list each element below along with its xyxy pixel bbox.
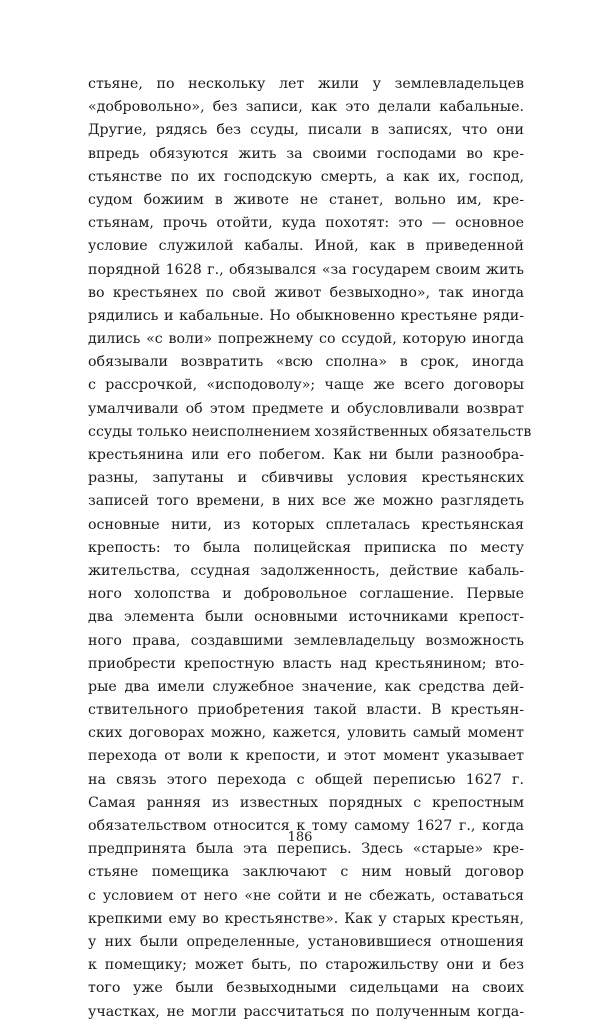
body-text [88, 73, 532, 1024]
text-line: разны, запутаны и сбивчивы условия крестьянских [88, 470, 524, 487]
text-line: перехода от воли к крепости, и этот момент указывает [88, 748, 524, 765]
text-line: судом божиим в животе не станет, вольно им, кре- [88, 191, 524, 208]
text-line: ствительного приобретения такой власти. В крестьян- [88, 702, 524, 719]
text-line: крепость: то была полицейская приписка по месту [88, 539, 524, 556]
text-line: ссуды только неисполнением хозяйственных обязательств [88, 423, 532, 440]
text-line: дились «с воли» попрежнему со ссудой, которую иногда [88, 331, 524, 348]
text-line: Другие, рядясь без ссуды, писали в записях, что они [88, 122, 524, 139]
text-line: у них были определенные, установившиеся отношения [88, 933, 524, 950]
text-line: предпринята была эта перепись. Здесь «старые» кре- [88, 841, 524, 858]
text-line: ного права, создавшими землевладельцу возможность [88, 632, 524, 649]
text-line: условие служилой кабалы. Иной, как в приведенной [88, 238, 524, 255]
text-line: приобрести крепостную власть над крестьянином; вто- [88, 655, 524, 672]
text-line: стьянстве по их господскую смерть, а как их, господ, [88, 168, 524, 185]
text-line: ских договорах можно, кажется, уловить самый момент [88, 725, 524, 742]
text-line: крестьянина или его побегом. Как ни были разнообра- [88, 447, 524, 463]
text-line: порядной 1628 г., обязывался «за государем своим жить [88, 261, 524, 278]
text-line: два элемента были основными источниками крепост- [88, 609, 524, 626]
text-line: ного холопства и добровольное соглашение. Первые [88, 586, 524, 603]
text-line: обязывали возвратить «всю сполна» в срок, иногда [88, 354, 524, 371]
text-line: того уже были безвыходными сидельцами на своих [88, 980, 524, 997]
text-line: записей того времени, в них все же можно разглядеть [88, 493, 524, 510]
text-line: участках, не могли рассчитаться по полученным когда- [88, 1003, 524, 1020]
text-line: рядились и кабальные. Но обыкновенно крестьяне ряди- [88, 307, 524, 324]
text-line: с условием от него «не сойти и не сбежать, оставаться [88, 887, 524, 904]
text-line: обязательством относится к тому самому 1627 г., когда [88, 818, 524, 834]
text-line: к помещику; может быть, по старожильству они и без [88, 957, 524, 974]
text-line: крепкими ему во крестьянстве». Как у старых крестьян, [88, 910, 524, 927]
text-line: основные нити, из которых сплеталась крестьянская [88, 516, 524, 533]
text-line: жительства, ссудная задолженность, действие кабаль- [88, 562, 524, 579]
text-line: стьянам, прочь отойти, куда похотят: это — основное [88, 215, 524, 232]
text-line: рые два имели служебное значение, как средства дей- [88, 678, 524, 695]
text-line: «добровольно», без записи, как это делали кабальные. [88, 99, 524, 116]
text-line: стьяне помещика заключают с ним новый договор [88, 864, 524, 881]
page-number: 186 [287, 830, 313, 845]
text-line: с рассрочкой, «исподоволу»; чаще же всего договоры [88, 377, 524, 394]
text-line: стьяне, по нескольку лет жили у землевладельцев [88, 76, 524, 92]
text-line: Самая ранняя из известных порядных с крепостным [88, 794, 524, 811]
text-line: на связь этого перехода с общей переписью 1627 г. [88, 771, 524, 788]
text-line: впредь обязуются жить за своими господами во кре- [88, 145, 524, 162]
text-line: во крестьянех по свой живот безвыходно», так иногда [88, 284, 524, 301]
text-line: умалчивали об этом предмете и обусловливали возврат [88, 400, 524, 417]
